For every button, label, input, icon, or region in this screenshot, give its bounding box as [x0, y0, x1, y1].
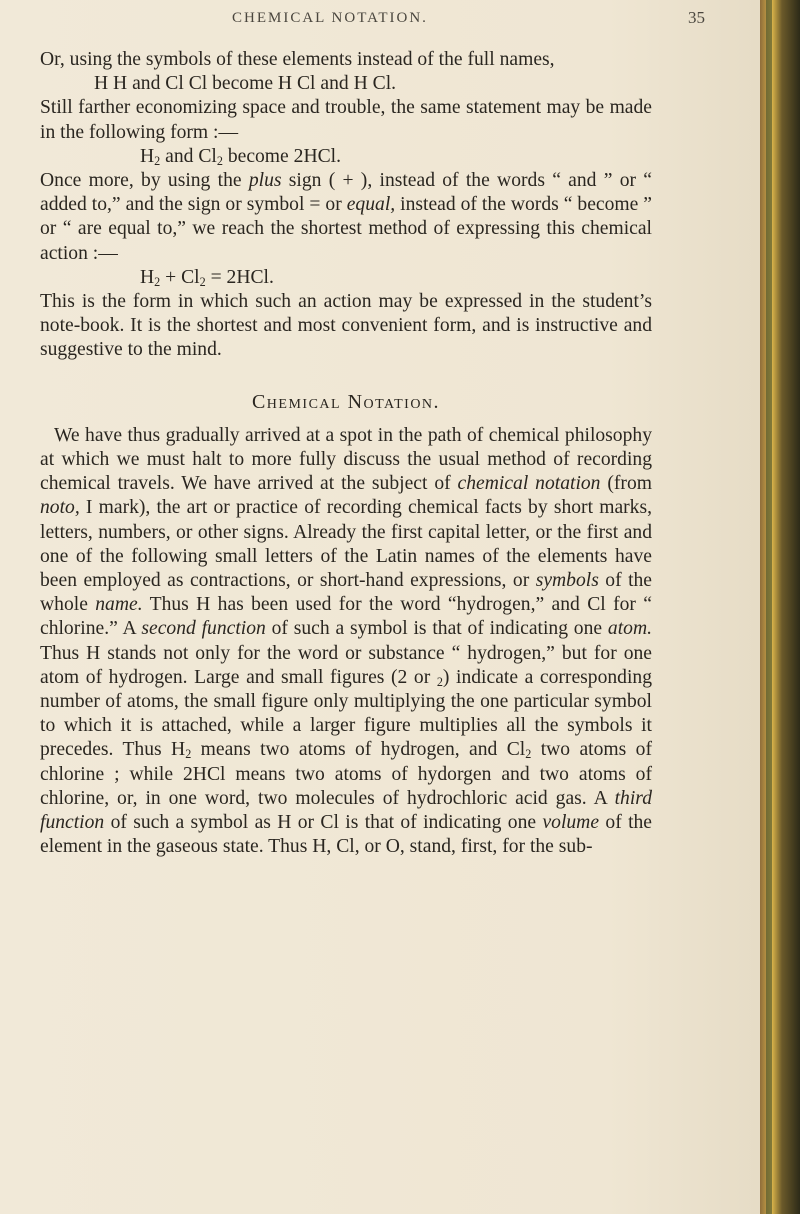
- section-title: Chemical Notation.: [251, 390, 441, 413]
- formula-2: $H_2$ and $Cl_2$ become 2HCl.: [140, 145, 342, 168]
- formula-3: $H_2 + Cl_2 = 2HCl$.: [140, 266, 274, 289]
- running-head: CHEMICAL NOTATION.: [232, 10, 428, 26]
- page-number: 35: [688, 8, 705, 27]
- paragraph-4: This is the form in which such an action may be expressed in the student’s note-book. It is the shortest and most convenient form, and is instructive and suggestive to the mind.: [40, 291, 652, 361]
- formula-1: H H and Cl Cl become H Cl and H Cl.: [94, 73, 397, 95]
- paragraph-3: Once more, by using the plus sign ( + ), instead of the words “ and ” or “ added to,” and the sign or symbol = or equal, instead of the words “ become ” or “ are equal to,” we reach the shortest method of expressing this chemical action :—: [40, 170, 652, 264]
- paragraph-1: Or, using the symbols of these elements instead of the full names,: [40, 49, 555, 70]
- paragraph-2: Still farther economizing space and trouble, the same statement may be made in the following form :—: [40, 97, 652, 143]
- paragraph-5: We have thus gradually arrived at a spot in the path of chemical philosophy at which we must halt to more fully discuss the usual method of recording chemical travels. We have arrived at the subject of chemical notation (from noto, I mark), the art or practice of recording chemical facts by short marks, letters, numbers, or other signs. Already the first capital letter, or the first and one of the following small letters of the Latin names of the elements have been employed as contractions, or short-hand expressions, or symbols of the whole name. Thus H has been used for the word “hydrogen,” and Cl for “ chlorine.” A second function of such a symbol is that of indicating one atom. Thus H stands not only for the word or substance “ hydrogen,” but for one atom of hydrogen. Large and small figures (2 or $_2$) indicate a corresponding number of atoms, the small figure only multiplying the one particular symbol to which it is attached, while a larger figure multiplies all the symbols it precedes. Thus $H_2$ means two atoms of hydrogen, and $Cl_2$ two atoms of chlorine ; while 2HCl means two atoms of hydorgen and two atoms of chlorine, or, in one word, two molecules of hydrochloric acid gas. A third function of such a symbol as H or Cl is that of indicating one volume of the element in the gaseous state. Thus H, Cl, or O, stand, first, for the sub-: [40, 424, 653, 858]
- book-binding-edge: [760, 0, 800, 1214]
- page-text: [40, 48, 652, 860]
